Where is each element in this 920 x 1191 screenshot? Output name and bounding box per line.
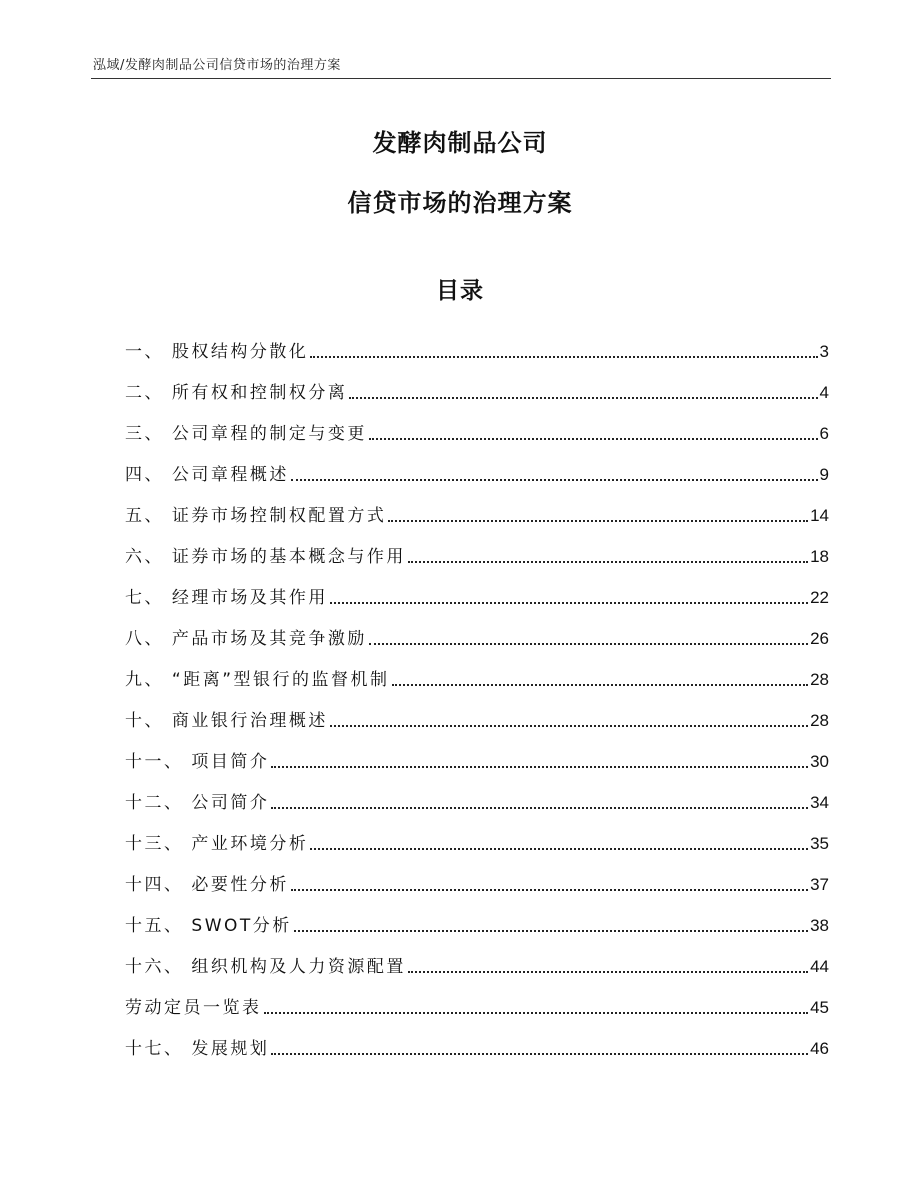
toc-leader-dots: [388, 519, 808, 522]
toc-entry-label: 九、 “距离”型银行的监督机制: [125, 670, 390, 690]
toc-entry-page: 9: [819, 465, 829, 484]
toc-entry[interactable]: [125, 486, 829, 527]
toc-entry-page: 38: [810, 916, 829, 935]
toc-leader-dots: [271, 765, 808, 768]
toc-entry[interactable]: [125, 773, 829, 814]
toc-entry[interactable]: [125, 691, 829, 732]
toc-entry[interactable]: [125, 527, 829, 568]
toc-entry-label: 十、 商业银行治理概述: [125, 711, 328, 731]
toc-entry-page: 37: [810, 875, 829, 894]
toc-entry-page: 46: [810, 1039, 829, 1058]
toc-entry[interactable]: [125, 732, 829, 773]
toc-entry[interactable]: [125, 650, 829, 691]
toc-entry[interactable]: [125, 1019, 829, 1060]
toc-leader-dots: [330, 601, 808, 604]
toc-entry-page: 44: [810, 957, 829, 976]
toc-entry[interactable]: [125, 855, 829, 896]
toc-entry[interactable]: [125, 937, 829, 978]
toc-entry[interactable]: [125, 896, 829, 937]
toc-entry-page: 18: [810, 547, 829, 566]
toc-leader-dots: [310, 355, 817, 358]
document-title-line-1: 发酵肉制品公司: [372, 129, 548, 157]
toc-entry-label: 劳动定员一览表: [125, 998, 262, 1018]
toc-entry[interactable]: [125, 978, 829, 1019]
toc-entry-label: 十三、 产业环境分析: [125, 834, 309, 854]
toc-entry-page: 14: [810, 506, 829, 525]
toc-leader-dots: [291, 478, 818, 481]
toc-entry[interactable]: [125, 322, 829, 363]
toc-entry-label: 三、 公司章程的制定与变更: [125, 424, 367, 444]
toc-entry-label: 十一、 项目简介: [125, 752, 270, 772]
toc-entry-label: 十四、 必要性分析: [125, 875, 289, 895]
toc-entry-page: 22: [810, 588, 829, 607]
header-divider: [91, 78, 831, 79]
toc-entry-label: 十五、 SWOT分析: [125, 916, 292, 936]
toc-entry[interactable]: [125, 568, 829, 609]
toc-leader-dots: [310, 847, 808, 850]
toc-leader-dots: [264, 1011, 809, 1014]
toc-entry-label: 十六、 组织机构及人力资源配置: [125, 957, 406, 977]
toc-entry-page: 35: [810, 834, 829, 853]
toc-entry-label: 四、 公司章程概述: [125, 465, 289, 485]
toc-entry[interactable]: [125, 363, 829, 404]
toc-entry-page: 34: [810, 793, 829, 812]
toc-leader-dots: [271, 1052, 808, 1055]
toc-heading: 目录: [436, 278, 484, 304]
toc-entry-label: 十二、 公司简介: [125, 793, 270, 813]
toc-leader-dots: [408, 970, 808, 973]
toc-entry-page: 28: [810, 670, 829, 689]
toc-entry-page: 4: [819, 383, 829, 402]
toc-entry[interactable]: [125, 404, 829, 445]
toc-entry-page: 26: [810, 629, 829, 648]
toc-entry[interactable]: [125, 445, 829, 486]
toc-leader-dots: [330, 724, 808, 727]
toc-entry-label: 七、 经理市场及其作用: [125, 588, 328, 608]
toc-entry-label: 八、 产品市场及其竞争激励: [125, 629, 367, 649]
toc-entry-page: 45: [810, 998, 829, 1017]
toc-entry-label: 十七、 发展规划: [125, 1039, 270, 1059]
running-header: 泓域/发酵肉制品公司信贷市场的治理方案: [93, 58, 341, 73]
toc-entry-page: 3: [819, 342, 829, 361]
toc-entry-label: 五、 证券市场控制权配置方式: [125, 506, 387, 526]
toc-leader-dots: [271, 806, 808, 809]
toc-leader-dots: [369, 437, 818, 440]
toc-leader-dots: [294, 929, 808, 932]
toc-entry-page: 30: [810, 752, 829, 771]
toc-entry[interactable]: [125, 609, 829, 650]
document-title-line-2: 信贷市场的治理方案: [347, 189, 573, 217]
toc-entry-label: 六、 证券市场的基本概念与作用: [125, 547, 406, 567]
toc-entry-label: 二、 所有权和控制权分离: [125, 383, 348, 403]
toc-entry-label: 一、 股权结构分散化: [125, 342, 309, 362]
toc-entry[interactable]: [125, 814, 829, 855]
table-of-contents: [125, 322, 829, 1060]
toc-leader-dots: [392, 683, 809, 686]
toc-entry-page: 28: [810, 711, 829, 730]
toc-leader-dots: [408, 560, 808, 563]
toc-leader-dots: [291, 888, 808, 891]
toc-entry-page: 6: [819, 424, 829, 443]
toc-leader-dots: [349, 396, 817, 399]
toc-leader-dots: [369, 642, 808, 645]
